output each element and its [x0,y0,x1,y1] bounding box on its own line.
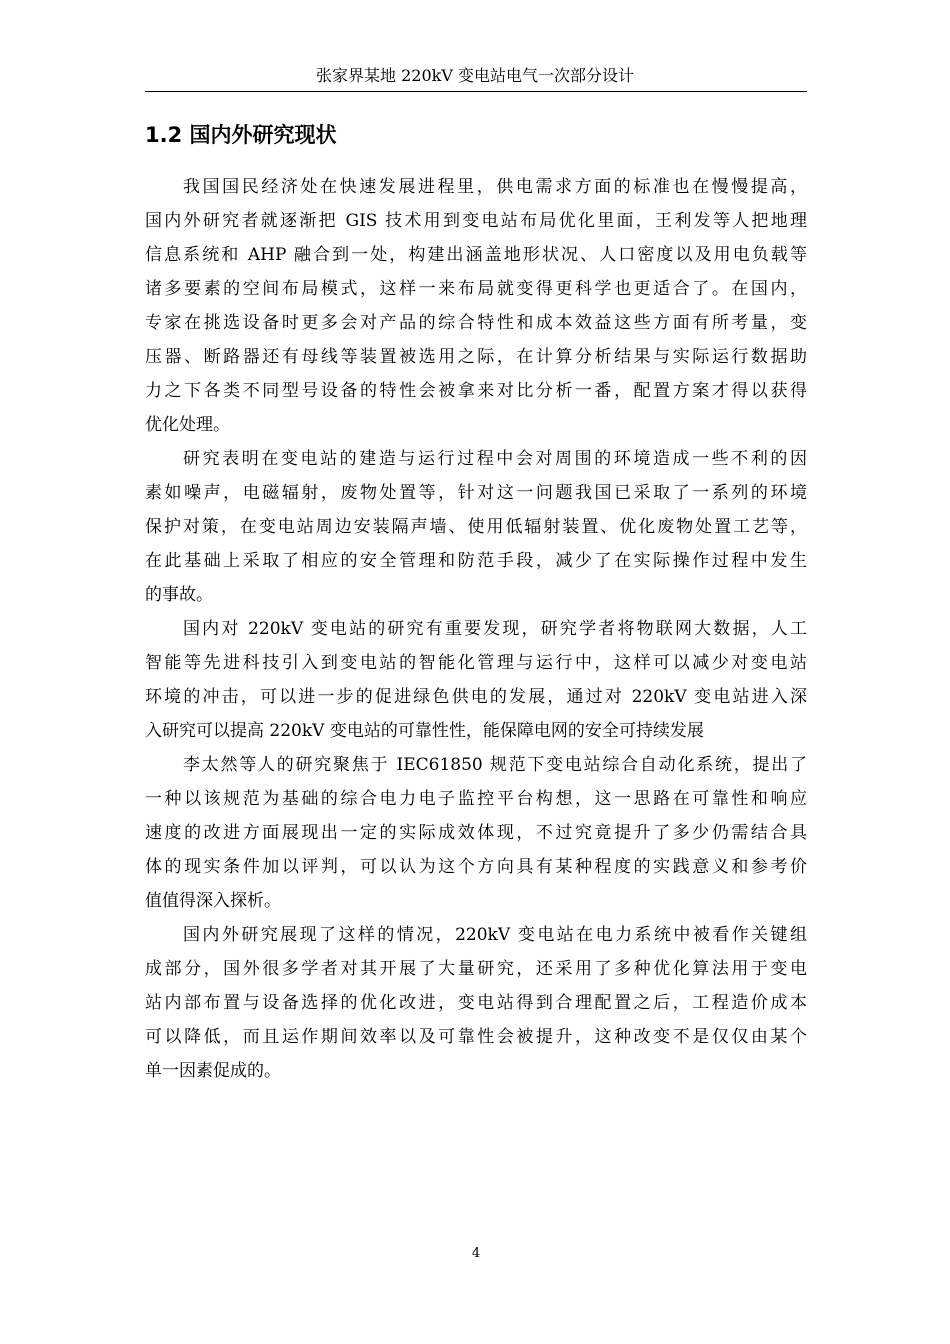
paragraph-line: 国内外研究展现了这样的情况，220kV 变电站在电力系统中被看作关键组 [183,925,807,945]
paragraph-line: 李太然等人的研究聚焦于 IEC61850 规范下变电站综合自动化系统，提出了 [183,755,807,775]
paragraph-2 [145,442,807,612]
paragraph-line: 保护对策，在变电站周边安装隔声墙、使用低辐射装置、优化废物处置工艺等， [145,517,807,537]
paragraph-line: 诸多要素的空间布局模式，这样一来布局就变得更科学也更适合了。在国内， [145,279,807,299]
paragraph-line: 速度的改进方面展现出一定的实际成效体现，不过究竟提升了多少仍需结合具 [145,823,807,843]
paragraph-line: 压器、断路器还有母线等装置被选用之际，在计算分析结果与实际运行数据助 [145,347,807,367]
paragraph-line: 的事故。 [145,585,213,605]
paragraph-line: 环境的冲击，可以进一步的促进绿色供电的发展，通过对 220kV 变电站进入深 [145,687,807,707]
body-text [145,170,807,1088]
paragraph-line: 在此基础上采取了相应的安全管理和防范手段，减少了在实际操作过程中发生 [145,551,807,571]
paragraph-4 [145,748,807,918]
header-rule [145,91,807,92]
page-number: 4 [471,1246,481,1261]
paragraph-line: 素如噪声，电磁辐射，废物处置等，针对这一问题我国已采取了一系列的环境 [145,483,807,503]
paragraph-line: 一种以该规范为基础的综合电力电子监控平台构想，这一思路在可靠性和响应 [145,789,807,809]
section-title: 1.2 国内外研究现状 [145,123,337,147]
paragraph-line: 国内对 220kV 变电站的研究有重要发现，研究学者将物联网大数据，人工 [183,619,807,639]
running-header: 张家界某地 220kV 变电站电气一次部分设计 [316,66,634,85]
paragraph-line: 我国国民经济处在快速发展进程里，供电需求方面的标准也在慢慢提高， [183,177,807,197]
paragraph-line: 站内部布置与设备选择的优化改进，变电站得到合理配置之后，工程造价成本 [145,993,807,1013]
paragraph-3 [145,612,807,748]
paragraph-line: 体的现实条件加以评判，可以认为这个方向具有某种程度的实践意义和参考价 [145,857,807,877]
paragraph-line: 单一因素促成的。 [145,1061,281,1081]
paragraph-line: 力之下各类不同型号设备的特性会被拿来对比分析一番，配置方案才得以获得 [145,381,807,401]
paragraph-1 [145,170,807,442]
paragraph-line: 智能等先进科技引入到变电站的智能化管理与运行中，这样可以减少对变电站 [145,653,807,673]
paragraph-line: 值值得深入探析。 [145,891,281,911]
paragraph-line: 研究表明在变电站的建造与运行过程中会对周围的环境造成一些不利的因 [183,449,807,469]
paragraph-line: 可以降低，而且运作期间效率以及可靠性会被提升，这种改变不是仅仅由某个 [145,1027,807,1047]
paragraph-line: 优化处理。 [145,415,230,435]
paragraph-line: 入研究可以提高 220kV 变电站的可靠性性，能保障电网的安全可持续发展 [145,721,704,741]
paragraph-5 [145,918,807,1088]
paragraph-line: 国内外研究者就逐渐把 GIS 技术用到变电站布局优化里面，王利发等人把地理 [145,211,807,231]
paragraph-line: 专家在挑选设备时更多会对产品的综合特性和成本效益这些方面有所考量，变 [145,313,807,333]
paragraph-line: 信息系统和 AHP 融合到一处，构建出涵盖地形状况、人口密度以及用电负载等 [145,245,807,265]
paragraph-line: 成部分，国外很多学者对其开展了大量研究，还采用了多种优化算法用于变电 [145,959,807,979]
